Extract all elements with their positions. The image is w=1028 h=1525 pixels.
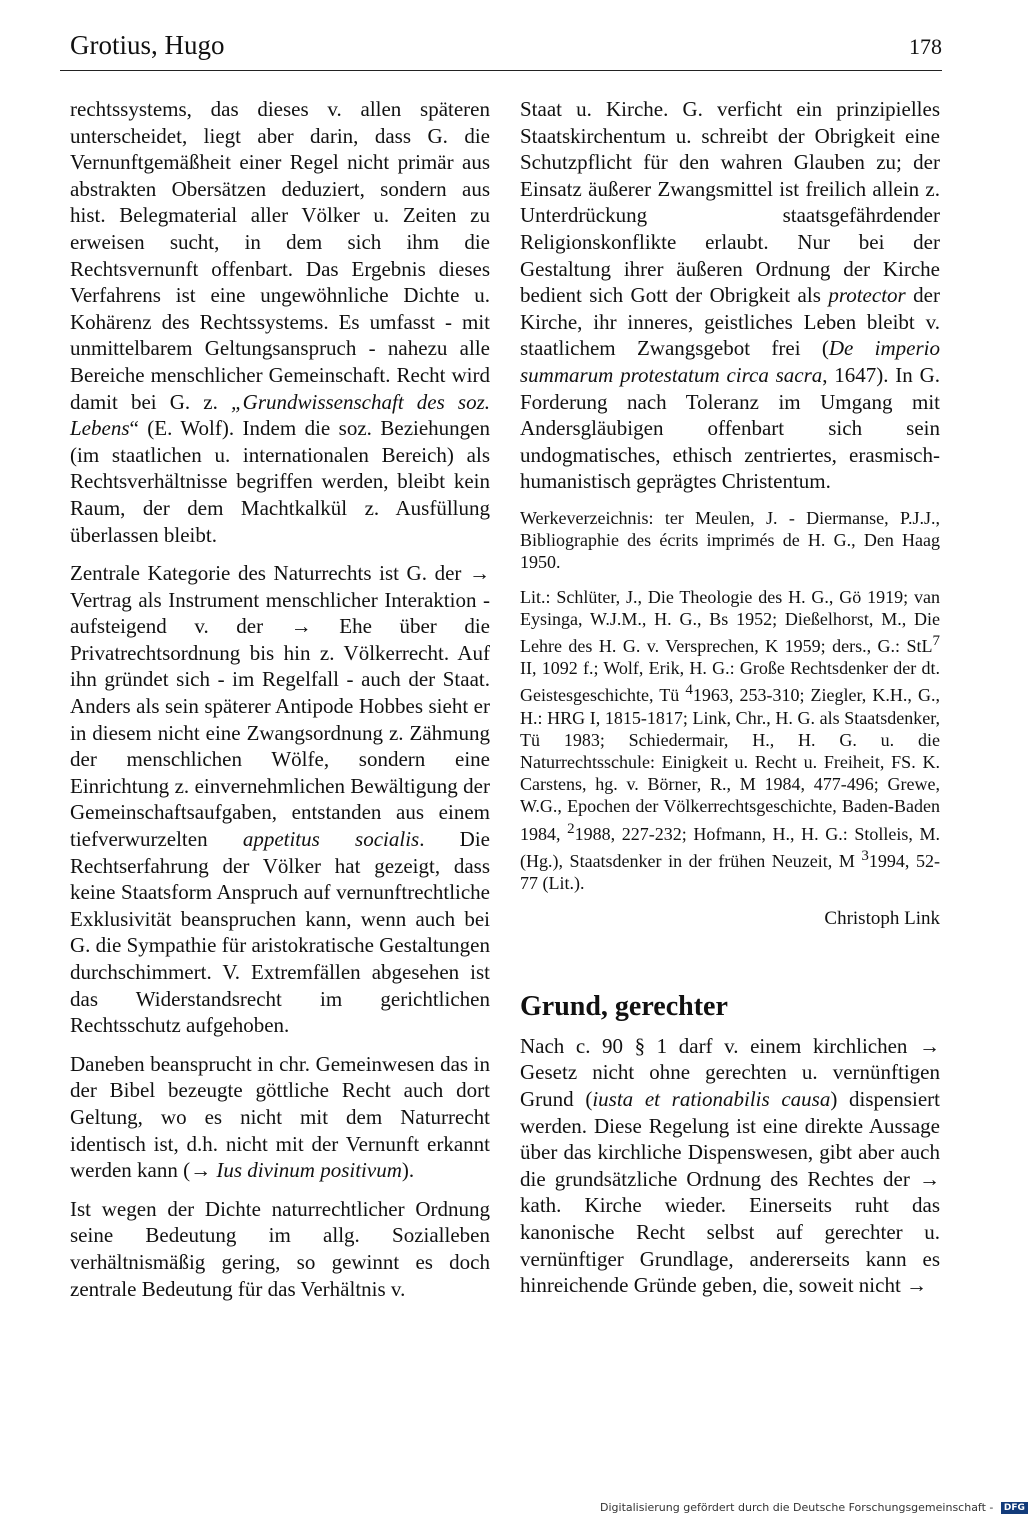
italic-text: iusta et rationabilis causa <box>592 1086 831 1111</box>
text: “ (E. Wolf). Indem die soz. Beziehungen (im staatlichen u. internationalen Bereich) als Rechtsverhältnisse begriffen werden, bleibt kein Raum, der dem Machtkalkül z. Ausfüllung überlassen bleibt. <box>70 416 490 547</box>
italic-text: appetitus socialis <box>242 827 420 852</box>
text: ). <box>401 1158 415 1183</box>
left-column <box>70 96 490 1314</box>
superscript: 2 <box>567 820 575 837</box>
text: Daneben beansprucht in chr. Gemeinwesen das in der Bibel bezeugte göttliche Recht auch dort Geltung, wo es nicht mit dem Naturrecht identisch ist, d.h. nicht mit der Vernunft erkannt werden kann (→ <box>70 1051 490 1183</box>
paragraph <box>520 96 940 495</box>
digitization-footer <box>600 1501 1025 1514</box>
text: rechtssystems, das dieses v. allen späteren unterscheidet, liegt aber darin, dass G. die Vernunftgemäßheit einer Regel nicht primär aus abstrakten Obersätzen deduziert, sondern aus hist. Belegmaterial aller Völker u. Zeiten zu erweisen sucht, in dem sich ihm die Rechtsvernunft offenbart. Das Ergebnis dieses Verfahrens ist eine ungewöhnliche Dichte u. Kohärenz des Rechtssystems. Es umfasst - mit unmittelbarem Geltungsanspruch - nahezu alle Bereiche menschlicher Gemeinschaft. Recht wird damit bei G. z. <box>70 97 490 414</box>
italic-text: Ius divinum positivum <box>216 1158 402 1183</box>
footer-text: Digitalisierung gefördert durch die Deutsche Forschungsgemeinschaft - <box>600 1501 994 1514</box>
superscript: 3 <box>861 847 869 864</box>
paragraph <box>520 1033 940 1299</box>
text: , 1647). In G. Forderung nach Toleranz im Umgang mit Andersgläubigen offenbart sich sein undogmatisches, ethisch zentriertes, erasmisch-humanistisch geprägtes Christentum. <box>520 362 940 494</box>
italic-text: De imperio summarum protestatum circa sacra <box>520 336 940 387</box>
page-number: 178 <box>909 34 942 59</box>
literature-list <box>520 586 940 895</box>
text: 1994, 52-77 (Lit.). <box>520 850 940 893</box>
page-header <box>70 28 942 68</box>
text: Nach c. 90 § 1 darf v. einem kirchlichen → Gesetz nicht ohne gerechten u. vernünftigen Grund ( <box>520 1033 940 1111</box>
text: Zentrale Kategorie des Naturrechts ist G. der → Vertrag als Instrument menschlicher Interaktion - aufsteigend v. der → Ehe über die Privatrechtsordnung bis hin z. Völkerrecht. Auf ihn gründet sich - im Regelfall - auch der Staat. Anders als sein späterer Antipode Hobbes sieht er in diesem nicht eine Zwangsordnung z. Zähmung der menschlichen Wölfe, sondern eine Einrichtung z. einvernehmlichen Bewältigung der Gemeinschaftsaufgaben, entstanden aus einem tiefverwurzelten <box>70 561 490 852</box>
paragraph: Ist wegen der Dichte naturrechtlicher Ordnung seine Bedeutung im allg. Sozialleben verhältnismäßig gering, so gewinnt es doch zentrale Bedeutung für das Verhältnis v. <box>70 1196 490 1301</box>
text: II, 1092 f.; Wolf, Erik, H. G.: Große Rechtsdenker der dt. Geistesgeschichte, Tü <box>520 658 940 706</box>
text: . Die Rechtserfahrung der Völker hat gezeigt, dass keine Staatsform Anspruch auf vernunftrechtliche Exklusivität beanspruchen kann, wenn auch bei G. die Sympathie für aristokratische Gestaltungen durchschimmert. V. Extremfällen abgesehen ist das Widerstandsrecht im gerichtlichen Rechtsschutz aufgehoben. <box>70 827 490 1038</box>
dfg-logo: DFG <box>1001 1502 1028 1514</box>
italic-text: protector <box>828 283 906 308</box>
text: der Kirche, ihr inneres, geistliches Leben bleibt v. staatlichem Zwangsgebot frei ( <box>520 283 940 361</box>
paragraph <box>70 560 490 1039</box>
paragraph <box>70 1051 490 1184</box>
article-author: Christoph Link <box>824 908 940 930</box>
right-column <box>520 96 940 1311</box>
text: Lit.: Schlüter, J., Die Theologie des H. G., Gö 1919; van Eysinga, W.J.M., H. G., Bs 1952; Dießelhorst, M., Die Lehre des H. G. v. Versprechen, K 1959; ders., G.: StL <box>520 586 940 656</box>
entry-heading: Grund, gerechter <box>520 990 728 1022</box>
superscript: 4 <box>685 682 693 699</box>
paragraph <box>70 96 490 548</box>
bibliography <box>520 507 940 894</box>
text: ) dispensiert werden. Diese Regelung ist eine direkte Aussage über das kirchliche Dispenswesen, gibt aber auch die grundsätzliche Ordnung des Rechtes der → kath. Kirche wieder. Einerseits ruht das kanonische Recht selbst auf gerechter u. vernünftiger Grundlage, andererseits kann es hinreichende Gründe geben, die, soweit nicht → <box>520 1086 940 1298</box>
text: Staat u. Kirche. G. verficht ein prinzipielles Staatskirchentum u. schreibt der Obrigkeit eine Schutzpflicht für den wahren Glauben zu; der Einsatz äußerer Zwangsmittel ist freilich allein z. Unterdrückung staatsgefährdender Religionskonflikte erlaubt. Nur bei der Gestaltung ihrer äußeren Ordnung der Kirche bedient sich Gott der Obrigkeit als <box>520 97 940 308</box>
running-title: Grotius, Hugo <box>70 30 225 60</box>
superscript: 7 <box>932 632 940 649</box>
header-rule <box>60 70 942 71</box>
text: 1988, 227-232; Hofmann, H., H. G.: Stolleis, M. (Hg.), Staatsdenker in der frühen Neuzeit, M <box>520 823 940 871</box>
text: 1963, 253-310; Ziegler, K.H., G., H.: HRG I, 1815-1817; Link, Chr., H. G. als Staatsdenker, Tü 1983; Schiedermair, H., H. G. u. die Naturrechtsschule: Einigkeit u. Recht u. Freiheit, FS. K. Carstens, hg. v. Börner, R., M 1984, 477-496; Grewe, W.G., Epochen der Völkerrechtsgeschichte, Baden-Baden 1984, <box>520 685 941 844</box>
works-list: Werkeverzeichnis: ter Meulen, J. - Diermanse, P.J.J., Bibliographie des écrits imprimés de H. G., Den Haag 1950. <box>520 507 940 573</box>
italic-text: „Grundwissenschaft des soz. Lebens <box>70 389 490 441</box>
